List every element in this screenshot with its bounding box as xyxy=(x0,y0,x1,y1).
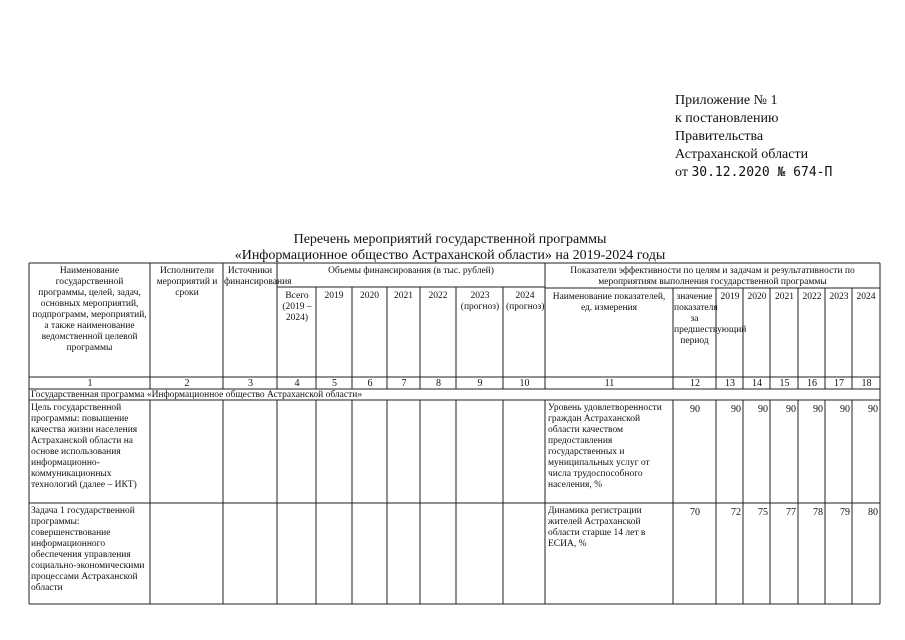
column-number: 17 xyxy=(834,378,844,389)
header-indicator-2024: 2024 xyxy=(856,292,876,302)
appendix-line-1: Приложение № 1 xyxy=(675,93,778,108)
row-2-name: Задача 1 государственной программы: совершенствование информационного обеспечения управления социально-экономическими процессами Астраханской области xyxy=(31,506,145,593)
row-1-value-2024: 90 xyxy=(868,404,878,415)
row-1-value-2020: 90 xyxy=(758,404,768,415)
column-number: 14 xyxy=(752,378,762,389)
column-number: 3 xyxy=(248,378,253,389)
column-number: 10 xyxy=(519,378,530,389)
appendix-date-number: 30.12.2020 № 674-П xyxy=(691,165,833,180)
row-2-value-2020: 75 xyxy=(758,507,768,518)
row-2-value-2022: 78 xyxy=(813,507,823,518)
header-funding-2020: 2020 xyxy=(360,291,379,301)
column-number: 12 xyxy=(690,378,700,389)
row-2-indicator: Динамика регистрации жителей Астраханской области старше 14 лет в ЕСИА, % xyxy=(548,506,646,549)
header-indicator-prev: значение показателя за предшествующий период xyxy=(674,292,747,346)
appendix-line-2: к постановлению xyxy=(675,111,779,126)
header-funding-2021: 2021 xyxy=(394,291,413,301)
header-indicator-2019: 2019 xyxy=(720,292,740,302)
row-2-value-prev: 70 xyxy=(690,507,700,518)
row-1-value-2022: 90 xyxy=(813,404,823,415)
row-1-value-prev: 90 xyxy=(690,404,700,415)
row-1-value-2023: 90 xyxy=(840,404,850,415)
header-executors: Исполнители мероприятий и сроки xyxy=(156,266,218,298)
row-2-value-2021: 77 xyxy=(786,507,796,518)
appendix-line-3: Правительства xyxy=(675,129,764,144)
header-indicator-2021: 2021 xyxy=(775,292,794,302)
header-indicator-2022: 2022 xyxy=(802,292,822,302)
row-2-value-2024: 80 xyxy=(868,507,878,518)
header-funding-group: Объемы финансирования (в тыс. рублей) xyxy=(328,266,494,276)
column-number: 9 xyxy=(477,378,483,389)
column-number: 6 xyxy=(367,378,373,389)
column-number: 4 xyxy=(294,378,300,389)
row-2-value-2023: 79 xyxy=(840,507,850,518)
row-1-indicator: Уровень удовлетворенности граждан Астраханской области качеством предоставления государственных и муниципальных услуг от числа трудоспособного населения, % xyxy=(548,403,662,490)
header-indicator-2023: 2023 xyxy=(829,292,849,302)
header-sources: Источники финансирования xyxy=(224,266,292,287)
header-funding-2019: 2019 xyxy=(324,291,344,301)
row-1-value-2019: 90 xyxy=(731,404,741,415)
header-funding-2023: 2023 (прогноз) xyxy=(460,291,500,312)
column-number: 18 xyxy=(861,378,872,389)
header-name: Наименование государственной программы, целей, задач, основных мероприятий, подпрограмм, мероприятий, а также наименование ведомственной целевой программы xyxy=(32,266,147,353)
column-number: 5 xyxy=(332,378,337,389)
program-row: Государственная программа «Информационное общество Астраханской области» xyxy=(31,390,363,400)
column-number: 2 xyxy=(184,378,190,389)
column-number: 13 xyxy=(725,378,735,389)
header-funding-2022: 2022 xyxy=(428,291,448,301)
column-number: 8 xyxy=(436,378,441,389)
row-1-name: Цель государственной программы: повышение качества жизни населения Астраханской области на основе использования информационно-коммуникационных технологий (далее – ИКТ) xyxy=(31,403,138,490)
row-2-value-2019: 72 xyxy=(731,507,741,518)
column-number: 7 xyxy=(401,378,407,389)
appendix-date-prefix: от xyxy=(675,165,688,180)
header-indicator-2020: 2020 xyxy=(747,292,767,302)
header-funding-2024: 2024 (прогноз) xyxy=(506,291,545,312)
title-line-2: «Информационное общество Астраханской области» на 2019-2024 годы xyxy=(234,248,666,263)
header-indicators-group: Показатели эффективности по целям и задачам и результативности по мероприятиям выполнения государственной программы xyxy=(570,266,855,287)
column-number: 16 xyxy=(807,378,817,389)
title-line-1: Перечень мероприятий государственной программы xyxy=(293,232,607,247)
column-number: 1 xyxy=(87,378,93,389)
column-number: 15 xyxy=(779,378,790,389)
header-funding-total: Всего (2019 – 2024) xyxy=(282,291,312,323)
column-number: 11 xyxy=(604,378,615,389)
row-1-value-2021: 90 xyxy=(786,404,796,415)
header-indicator-name: Наименование показателей, ед. измерения xyxy=(552,292,666,313)
appendix-line-4: Астраханской области xyxy=(675,147,809,162)
